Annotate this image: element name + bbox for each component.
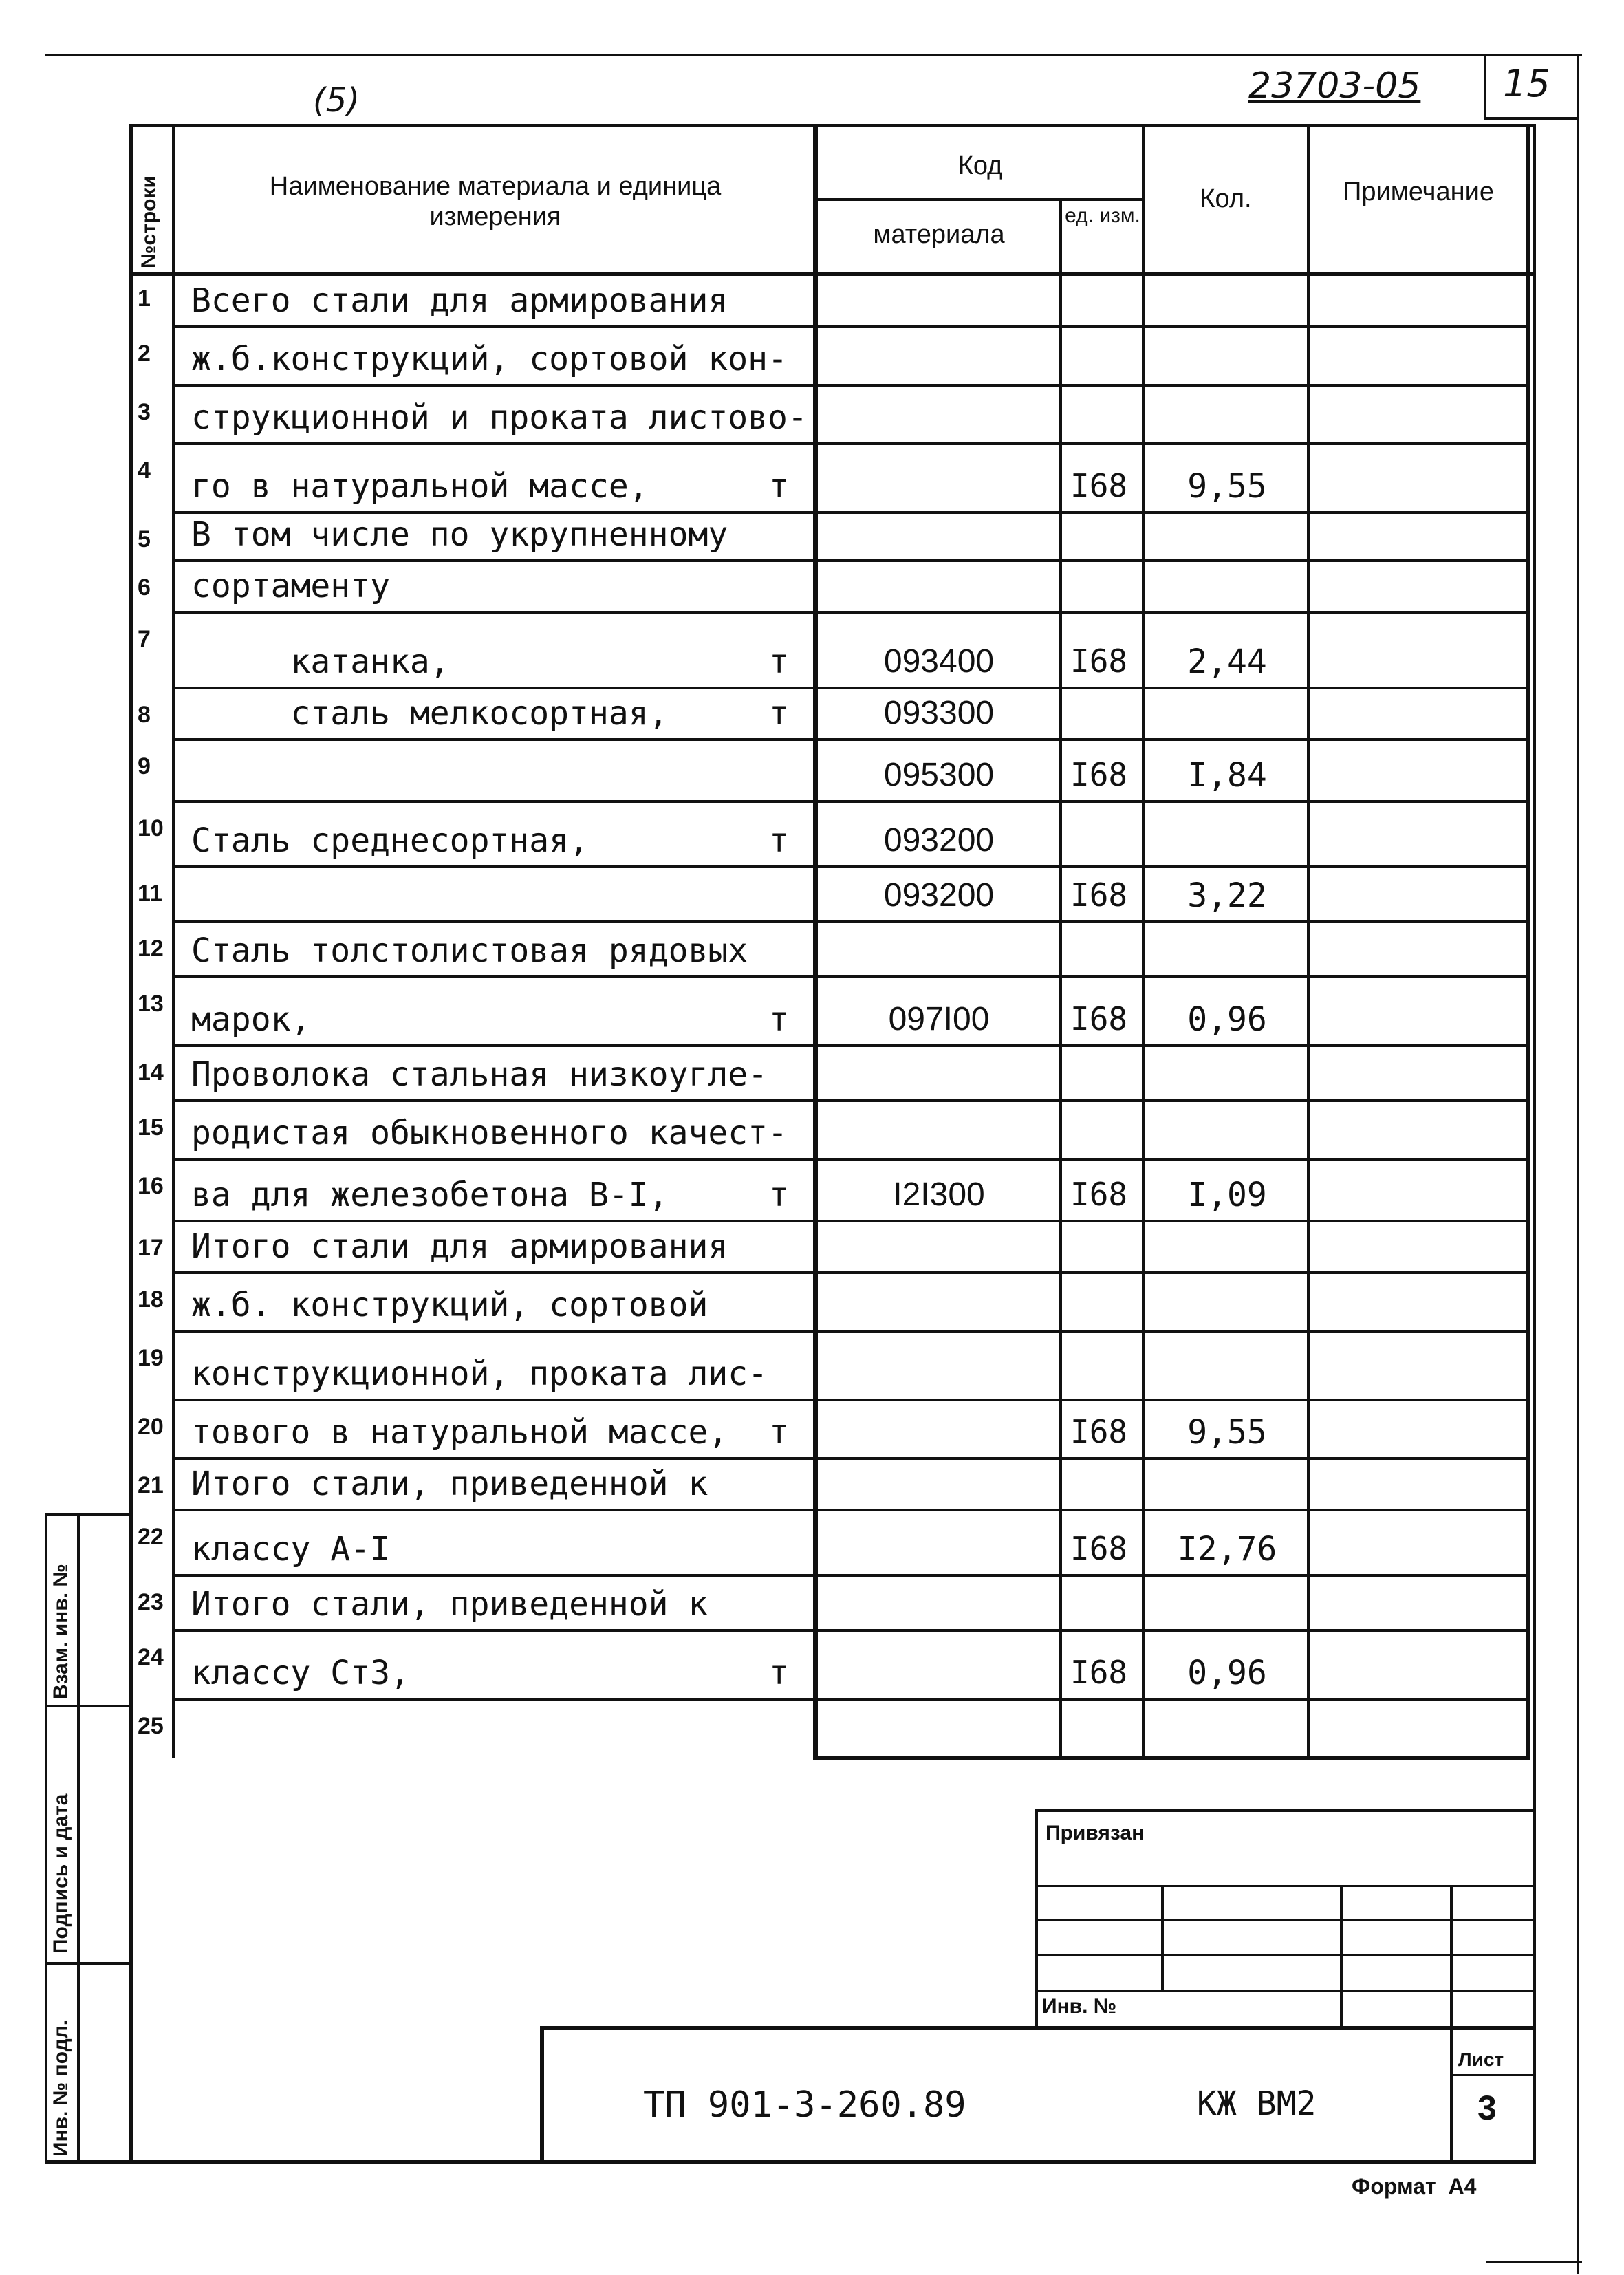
row-unit-t: т bbox=[769, 1176, 789, 1214]
header-code: Код bbox=[957, 151, 1003, 180]
stamp-main-left bbox=[540, 2026, 544, 2162]
row-name: катанка, bbox=[191, 643, 450, 681]
row-name: Итого стали для армирования bbox=[191, 1227, 728, 1266]
bottom-short-rule bbox=[1486, 2261, 1582, 2263]
col-unit-rule bbox=[1059, 200, 1062, 1758]
row-name: струкционной и проката листово- bbox=[191, 398, 808, 437]
side-podpis: Подпись и дата bbox=[50, 1793, 72, 1954]
row-number: 13 bbox=[138, 991, 164, 1017]
row-name: Итого стали, приведенной к bbox=[191, 1585, 708, 1624]
row-unit: I68 bbox=[1070, 1413, 1128, 1450]
row-divider bbox=[172, 1399, 1527, 1401]
row-number: 24 bbox=[138, 1644, 164, 1670]
header-qty: Кол. bbox=[1200, 184, 1252, 213]
outer-right-rule bbox=[1577, 54, 1579, 2274]
row-divider bbox=[172, 1629, 1527, 1632]
row-name: марок, bbox=[191, 1000, 311, 1039]
col-right-rule bbox=[1526, 124, 1530, 1758]
row-divider bbox=[172, 1457, 1527, 1460]
row-code: I2I300 bbox=[893, 1176, 985, 1213]
row-number: 19 bbox=[138, 1345, 164, 1371]
row-qty: 9,55 bbox=[1187, 1413, 1267, 1452]
col-rownum-rule bbox=[172, 124, 175, 1758]
row-number: 23 bbox=[138, 1589, 164, 1615]
row-unit-t: т bbox=[769, 694, 789, 733]
row-unit-t: т bbox=[769, 467, 789, 506]
row-divider bbox=[172, 1330, 1527, 1333]
row-name: Сталь толстолистовая рядовых bbox=[191, 931, 748, 970]
row-number: 4 bbox=[138, 457, 151, 484]
row-divider bbox=[172, 975, 1527, 978]
format-label: Формат А4 bbox=[1352, 2174, 1477, 2199]
row-number: 6 bbox=[138, 574, 151, 601]
frame-bottom bbox=[45, 2160, 1536, 2164]
row-number: 25 bbox=[138, 1713, 164, 1739]
row-name: родистая обыкновенного качест- bbox=[191, 1114, 788, 1152]
row-unit: I68 bbox=[1070, 1530, 1128, 1567]
row-divider bbox=[172, 865, 1527, 868]
stamp-inv-no: Инв. № bbox=[1042, 1995, 1117, 2018]
row-number: 2 bbox=[138, 341, 151, 367]
frame-top bbox=[129, 124, 1536, 127]
side-col-left bbox=[45, 1513, 47, 2164]
row-divider bbox=[172, 1158, 1527, 1161]
row-divider bbox=[172, 1271, 1527, 1274]
row-code: 093300 bbox=[883, 695, 995, 731]
row-divider bbox=[172, 325, 1527, 328]
row-number: 20 bbox=[138, 1414, 164, 1440]
row-name: ва для железобетона В-I, bbox=[191, 1176, 669, 1214]
header-code-unit: ед. изм. bbox=[1065, 204, 1140, 227]
section-mark: (5) bbox=[313, 81, 360, 120]
row-code: 093400 bbox=[883, 643, 995, 680]
row-name: Проволока стальная низкоугле- bbox=[191, 1055, 768, 1094]
row-name: го в натуральной массе, bbox=[191, 467, 649, 506]
side-sep-1 bbox=[45, 1705, 131, 1707]
row-unit: I68 bbox=[1070, 1654, 1128, 1691]
row-number: 8 bbox=[138, 702, 151, 728]
row-name: классу А-I bbox=[191, 1530, 390, 1568]
row-name: Сталь среднесортная, bbox=[191, 821, 589, 860]
row-number: 7 bbox=[138, 626, 151, 652]
row-code: 097I00 bbox=[888, 1001, 990, 1037]
row-divider bbox=[172, 1220, 1527, 1222]
side-inv-podl: Инв. № подл. bbox=[50, 2019, 72, 2157]
row-divider bbox=[172, 442, 1527, 445]
row-unit: I68 bbox=[1070, 643, 1128, 680]
row-name: В том числе по укрупненному bbox=[191, 515, 728, 554]
row-number: 21 bbox=[138, 1472, 164, 1498]
row-divider bbox=[172, 1099, 1527, 1102]
row-number: 12 bbox=[138, 936, 164, 962]
side-col-mid bbox=[77, 1513, 80, 2164]
stamp-privyazan: Привязан bbox=[1046, 1822, 1145, 1844]
side-top bbox=[45, 1513, 131, 1516]
stamp-list-number: 3 bbox=[1477, 2089, 1497, 2127]
row-qty: 0,96 bbox=[1187, 1000, 1267, 1039]
row-number: 9 bbox=[138, 753, 151, 779]
row-unit: I68 bbox=[1070, 467, 1128, 504]
page-number: 15 bbox=[1503, 62, 1550, 105]
stamp-c2 bbox=[1340, 1885, 1343, 2029]
row-divider bbox=[172, 800, 1527, 803]
row-divider bbox=[172, 511, 1527, 514]
table-bottom-rule bbox=[813, 1756, 1530, 1760]
row-number: 22 bbox=[138, 1524, 164, 1550]
row-name: сталь мелкосортная, bbox=[191, 694, 669, 733]
row-divider bbox=[172, 384, 1527, 387]
row-name: Всего стали для армирования bbox=[191, 281, 728, 320]
col-name-rule bbox=[813, 124, 818, 1758]
frame-left bbox=[129, 124, 133, 2164]
row-qty: I,09 bbox=[1187, 1176, 1267, 1214]
header-note: Примечание bbox=[1343, 177, 1494, 206]
stamp-r4 bbox=[1035, 1990, 1534, 1992]
row-divider bbox=[172, 1044, 1527, 1047]
row-qty: 3,22 bbox=[1187, 876, 1267, 915]
code-split-rule bbox=[813, 198, 1145, 201]
row-name: сортаменту bbox=[191, 567, 390, 605]
row-unit-t: т bbox=[769, 1413, 789, 1452]
row-divider bbox=[172, 1574, 1527, 1577]
col-qty-rule bbox=[1142, 124, 1145, 1758]
row-unit: I68 bbox=[1070, 1176, 1128, 1213]
row-name: ж.б. конструкций, сортовой bbox=[191, 1286, 708, 1324]
row-unit-t: т bbox=[769, 1654, 789, 1692]
row-code: 095300 bbox=[883, 757, 995, 793]
row-unit-t: т bbox=[769, 643, 789, 681]
side-vzam: Взам. инв. № bbox=[50, 1564, 72, 1699]
row-number: 5 bbox=[138, 526, 151, 552]
stamp-r3 bbox=[1035, 1954, 1534, 1956]
row-number: 18 bbox=[138, 1286, 164, 1313]
row-qty: I2,76 bbox=[1177, 1530, 1277, 1568]
stamp-list-sep bbox=[1450, 2074, 1534, 2076]
row-qty: 0,96 bbox=[1187, 1654, 1267, 1692]
stamp-list-label: Лист bbox=[1458, 2049, 1504, 2070]
row-unit: I68 bbox=[1070, 756, 1128, 793]
row-unit-t: т bbox=[769, 821, 789, 860]
row-divider bbox=[172, 1698, 1527, 1701]
row-number: 1 bbox=[138, 285, 151, 312]
row-name: ж.б.конструкций, сортовой кон- bbox=[191, 340, 788, 378]
top-rule bbox=[45, 54, 1582, 56]
row-unit: I68 bbox=[1070, 1000, 1128, 1037]
row-divider bbox=[172, 920, 1527, 923]
row-divider bbox=[172, 738, 1527, 741]
stamp-kzh: КЖ ВМ2 bbox=[1197, 2084, 1317, 2123]
row-number: 15 bbox=[138, 1114, 164, 1141]
stamp-tp-code: ТП 901-3-260.89 bbox=[643, 2084, 966, 2126]
row-divider bbox=[172, 1509, 1527, 1511]
header-row-number: №строки bbox=[138, 175, 160, 268]
row-number: 14 bbox=[138, 1059, 164, 1086]
stamp-r1 bbox=[1035, 1885, 1534, 1887]
row-divider bbox=[172, 611, 1527, 614]
frame-right bbox=[1533, 124, 1536, 2164]
row-number: 11 bbox=[138, 881, 162, 907]
row-code: 093200 bbox=[883, 822, 995, 859]
row-unit: I68 bbox=[1070, 876, 1128, 914]
row-qty: 2,44 bbox=[1187, 643, 1267, 681]
stamp-main-top bbox=[540, 2026, 1534, 2030]
header-code-material: материала bbox=[873, 220, 1005, 249]
row-unit-t: т bbox=[769, 1000, 789, 1039]
stamp-c1 bbox=[1161, 1885, 1164, 1992]
row-qty: 9,55 bbox=[1187, 467, 1267, 506]
row-qty: I,84 bbox=[1187, 756, 1267, 795]
row-number: 16 bbox=[138, 1173, 164, 1199]
corner-box-bottom bbox=[1484, 117, 1579, 120]
row-name: классу Ст3, bbox=[191, 1654, 410, 1692]
row-number: 10 bbox=[138, 815, 164, 841]
row-code: 093200 bbox=[883, 877, 995, 914]
row-divider bbox=[172, 687, 1527, 689]
corner-box-left bbox=[1484, 54, 1486, 119]
stamp-r2 bbox=[1035, 1919, 1534, 1921]
row-number: 3 bbox=[138, 399, 151, 425]
row-name: тового в натуральной массе, bbox=[191, 1413, 728, 1452]
row-name: конструкционной, проката лис- bbox=[191, 1355, 768, 1393]
stamp-top bbox=[1035, 1809, 1534, 1812]
row-divider bbox=[172, 559, 1527, 562]
row-number: 17 bbox=[138, 1235, 164, 1261]
col-note-rule bbox=[1307, 124, 1310, 1758]
header-bottom-rule bbox=[129, 272, 1536, 276]
side-sep-2 bbox=[45, 1962, 131, 1965]
header-name: Наименование материала и единица измерения bbox=[269, 172, 722, 231]
stamp-c3 bbox=[1450, 1885, 1453, 2160]
row-name: Итого стали, приведенной к bbox=[191, 1465, 708, 1503]
document-code: 23703-05 bbox=[1248, 65, 1421, 107]
